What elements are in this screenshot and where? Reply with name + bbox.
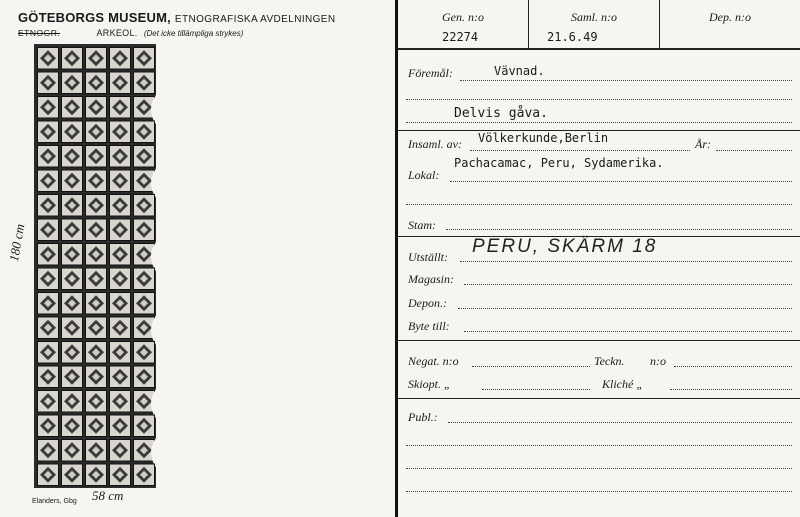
negat-line — [472, 366, 590, 367]
textile-edge-notch — [151, 316, 170, 345]
textile-motif — [38, 342, 59, 364]
textile-motif — [62, 464, 83, 486]
textile-motif — [86, 72, 107, 94]
dep-cell — [660, 0, 800, 48]
textile-motif — [86, 464, 107, 486]
textile-motif — [38, 317, 59, 339]
textile-motif — [110, 415, 131, 437]
teckn-no-label: n:o — [650, 354, 666, 368]
lokal-value: Pachacamac, Peru, Sydamerika. — [454, 156, 664, 170]
kliche-line — [670, 389, 792, 390]
skiopt-label: Skiopt. „ — [408, 377, 451, 391]
side-measurement: 180 cm — [6, 222, 28, 263]
textile-motif — [62, 317, 83, 339]
textile-motif — [62, 366, 83, 388]
utstallt-value: PERU, SKÄRM 18 — [472, 236, 658, 257]
delvis-text: Delvis gåva. — [454, 106, 548, 121]
textile-motif — [38, 121, 59, 143]
textile-motif — [62, 146, 83, 168]
textile-motif — [62, 415, 83, 437]
depon-label: Depon.: — [408, 296, 447, 310]
byte-label: Byte till: — [408, 319, 450, 333]
textile-motif — [134, 48, 155, 70]
foremal-label: Föremål: — [408, 66, 453, 80]
header-rule — [398, 48, 800, 50]
textile-edge-notch — [151, 438, 170, 467]
textile-edge-notch — [151, 169, 170, 198]
delvis-line — [406, 122, 792, 123]
publ-label: Publ.: — [408, 410, 438, 424]
ar-line — [716, 150, 792, 151]
textile-motif — [86, 293, 107, 315]
textile-motif — [110, 48, 131, 70]
textile-motif — [38, 146, 59, 168]
textile-motif — [134, 121, 155, 143]
department-name: ETNOGRAFISKA AVDELNINGEN — [174, 14, 336, 25]
textile-motif — [110, 464, 131, 486]
textile-motif — [62, 391, 83, 413]
textile-motif — [134, 342, 155, 364]
textile-motif — [110, 121, 131, 143]
textile-motif — [134, 72, 155, 94]
textile-motif — [134, 195, 155, 217]
textile-motif — [86, 244, 107, 266]
textile-motif — [38, 219, 59, 241]
section-rule-3 — [398, 340, 800, 341]
textile-motif — [110, 440, 131, 462]
lokal-line — [450, 181, 792, 182]
lokal-line-2 — [406, 204, 792, 205]
textile-motif — [62, 48, 83, 70]
magasin-line — [464, 284, 792, 285]
publ-line-2 — [406, 445, 792, 446]
foremal-line-2 — [406, 99, 792, 100]
etnogr-label: ETNOGR. — [18, 28, 61, 38]
textile-motif — [62, 219, 83, 241]
gen-cell — [398, 0, 529, 48]
insaml-label: Insaml. av: — [408, 137, 462, 151]
publ-line-3 — [406, 468, 792, 469]
textile-motif — [38, 366, 59, 388]
textile-motif — [110, 366, 131, 388]
printer-mark: Elanders, Gbg — [32, 498, 77, 505]
foremal-line — [460, 80, 792, 81]
textile-motif — [38, 415, 59, 437]
textile-motif — [86, 366, 107, 388]
arkeol-label: ARKEOL. — [96, 28, 138, 38]
textile-motif — [38, 268, 59, 290]
textile-motif — [62, 195, 83, 217]
textile-motif — [110, 72, 131, 94]
textile-motif — [62, 244, 83, 266]
utstallt-line — [460, 261, 792, 262]
textile-motif — [134, 366, 155, 388]
textile-motif — [110, 317, 131, 339]
textile-motif — [110, 244, 131, 266]
textile-motif — [134, 415, 155, 437]
textile-motif — [38, 440, 59, 462]
utstallt-label: Utställt: — [408, 250, 449, 264]
textile-motif — [62, 170, 83, 192]
textile-motif — [38, 464, 59, 486]
textile-motif — [62, 121, 83, 143]
textile-motif — [86, 97, 107, 119]
textile-motif — [86, 146, 107, 168]
ar-label: År: — [695, 137, 711, 151]
stam-line — [446, 229, 792, 230]
saml-value: 21.6.49 — [547, 30, 598, 44]
textile-motif — [86, 48, 107, 70]
textile-motif — [110, 195, 131, 217]
record-panel — [398, 0, 800, 517]
gen-value: 22274 — [442, 30, 479, 44]
textile-motif — [86, 317, 107, 339]
textile-motif — [134, 464, 155, 486]
byte-line — [464, 331, 792, 332]
textile-motif — [134, 146, 155, 168]
textile-motif — [86, 170, 107, 192]
textile-motif — [110, 342, 131, 364]
textile-edge-notch — [151, 95, 170, 124]
insaml-value: Völkerkunde,Berlin — [478, 131, 609, 145]
textile-motif — [38, 293, 59, 315]
textile-motif — [110, 293, 131, 315]
gen-label: Gen. n:o — [442, 10, 484, 24]
textile-motif — [38, 170, 59, 192]
textile-motif — [86, 268, 107, 290]
textile-motif — [110, 219, 131, 241]
textile-motif — [110, 146, 131, 168]
kliche-label: Kliché „ — [602, 377, 643, 391]
textile-motif — [86, 219, 107, 241]
skiopt-line — [482, 389, 590, 390]
museum-header — [18, 10, 335, 25]
textile-motif — [38, 48, 59, 70]
insaml-line — [470, 150, 690, 151]
publ-line-4 — [406, 491, 792, 492]
textile-motif — [38, 391, 59, 413]
textile-motif — [38, 244, 59, 266]
textile-motif — [62, 72, 83, 94]
textile-motif — [110, 97, 131, 119]
textile-motif — [38, 97, 59, 119]
museum-name: GÖTEBORGS MUSEUM, — [18, 10, 171, 25]
foremal-value: Vävnad. — [494, 64, 545, 78]
textile-edge-notch — [151, 389, 170, 418]
depon-line — [458, 308, 792, 309]
textile-motif — [86, 391, 107, 413]
lokal-label: Lokal: — [408, 168, 440, 182]
textile-motif — [62, 268, 83, 290]
textile-motif — [38, 195, 59, 217]
textile-motif — [86, 415, 107, 437]
teckn-line — [674, 366, 792, 367]
publ-line — [448, 422, 792, 423]
saml-label: Saml. n:o — [571, 10, 617, 24]
strike-note: (Det icke tillämpliga strykes) — [143, 29, 244, 38]
negat-label: Negat. n:o — [408, 354, 459, 368]
textile-motif — [134, 268, 155, 290]
dep-label: Dep. n:o — [709, 10, 751, 24]
textile-motif — [86, 440, 107, 462]
textile-motif — [38, 72, 59, 94]
textile-motif — [110, 268, 131, 290]
department-line — [18, 28, 243, 38]
textile-motif — [134, 293, 155, 315]
textile-motif — [62, 293, 83, 315]
textile-motif — [110, 391, 131, 413]
textile-motif — [62, 97, 83, 119]
textile-motif — [110, 170, 131, 192]
section-rule-4 — [398, 398, 800, 399]
magasin-label: Magasin: — [408, 272, 454, 286]
textile-photo — [30, 42, 170, 490]
bottom-measurement: 58 cm — [92, 488, 124, 503]
textile-motif — [86, 195, 107, 217]
textile-motif — [62, 342, 83, 364]
saml-cell — [529, 0, 660, 48]
textile-motif — [86, 121, 107, 143]
textile-motif — [62, 440, 83, 462]
textile-motif — [134, 219, 155, 241]
textile-edge-notch — [151, 242, 170, 271]
textile-motif — [86, 342, 107, 364]
teckn-label: Teckn. — [594, 354, 625, 368]
stam-label: Stam: — [408, 218, 436, 232]
